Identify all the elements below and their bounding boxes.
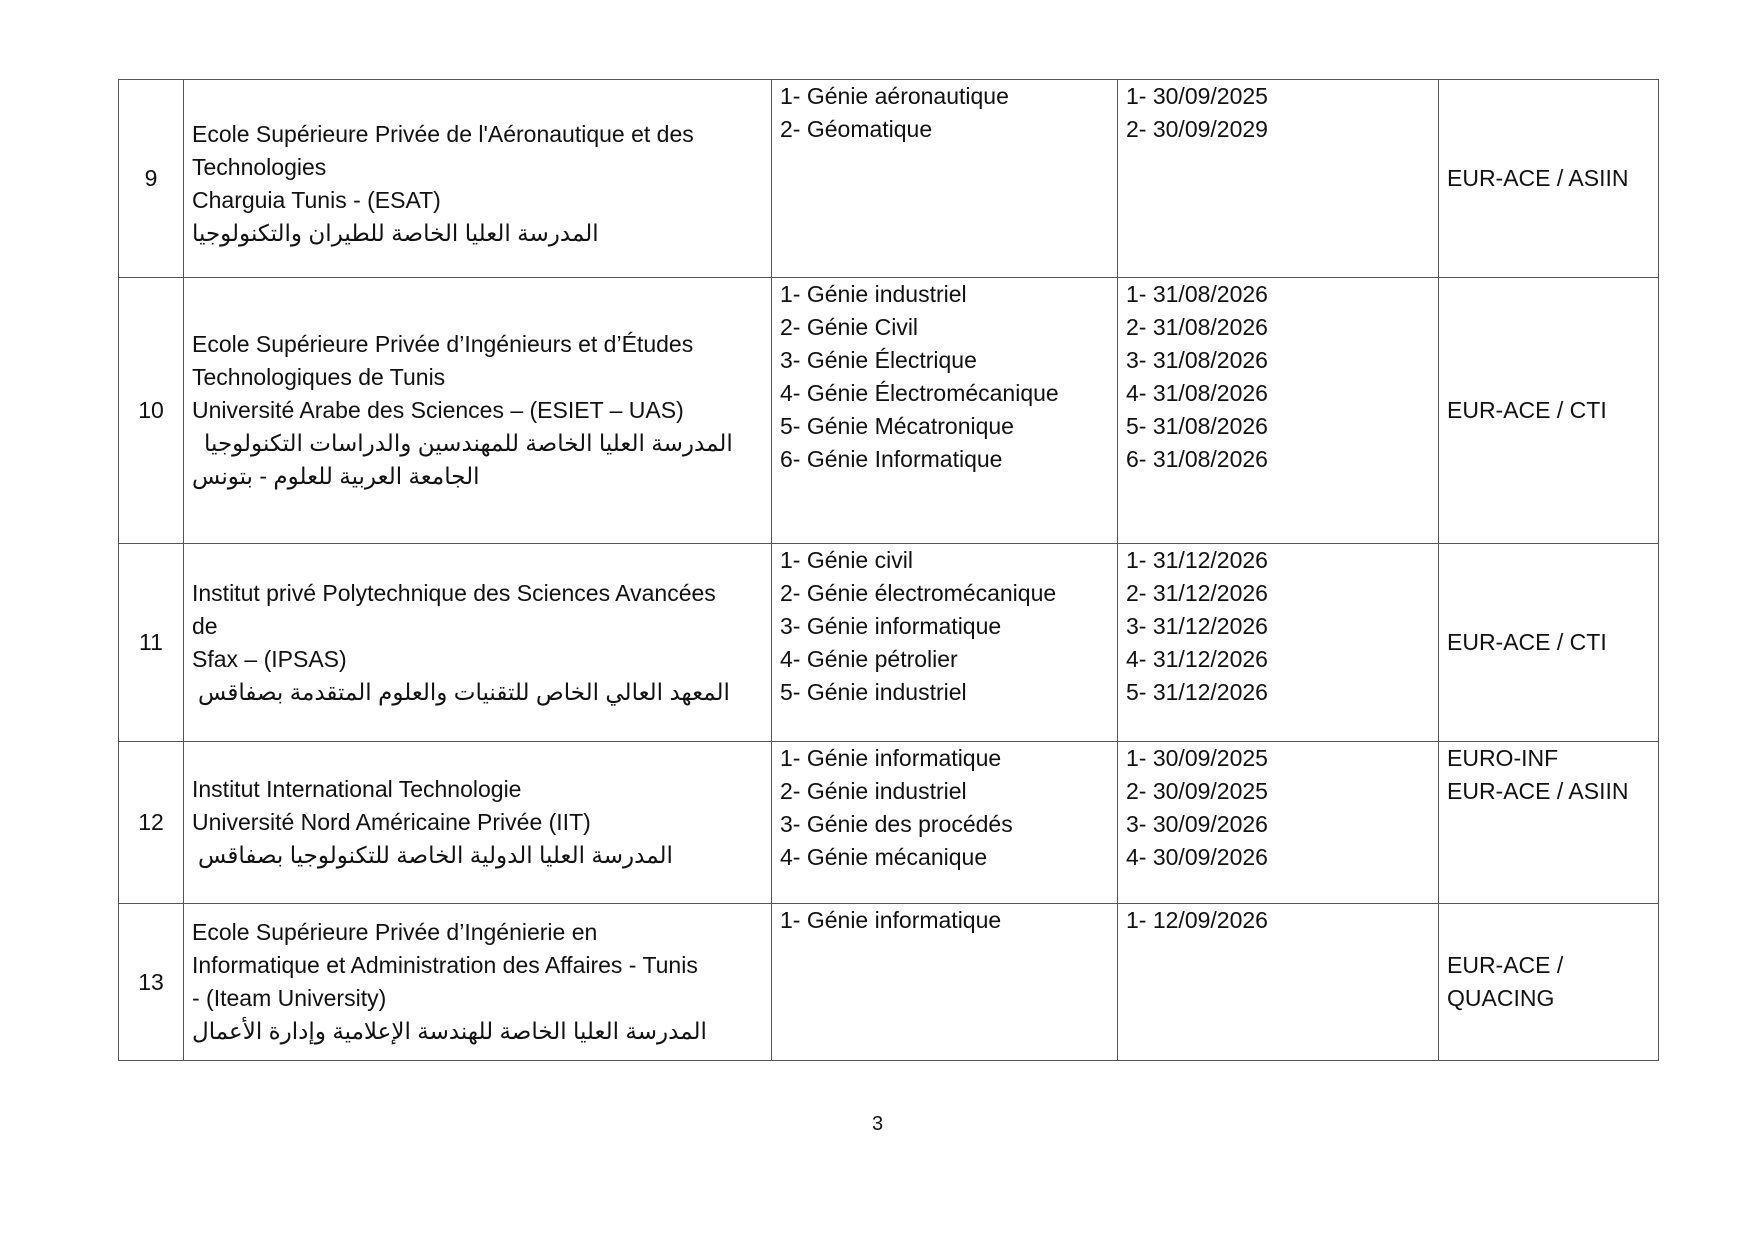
institution-name-line: Charguia Tunis - (ESAT) [192,186,441,213]
program-item: 5- Génie industriel [780,679,967,705]
date-item: 2- 31/12/2026 [1126,580,1268,606]
table-row [119,278,1659,544]
date-item: 4- 30/09/2026 [1126,844,1268,870]
row-number: 9 [119,80,184,278]
label-cell [1439,904,1659,1061]
row-number: 12 [119,742,184,904]
table-row [119,80,1659,278]
programs-cell [772,278,1118,544]
table-row [119,904,1659,1061]
dates-cell [1118,80,1439,278]
institution-cell [184,278,772,544]
page-number: 3 [871,1113,884,1135]
program-item: 3- Génie Électrique [780,347,977,373]
programs-cell [772,904,1118,1061]
program-item: 1- Génie aéronautique [780,83,1009,109]
date-item: 5- 31/12/2026 [1126,679,1268,705]
date-item: 1- 30/09/2025 [1126,83,1268,109]
institution-name-line: Ecole Supérieure Privée d’Ingénierie en [192,919,598,945]
program-item: 2- Géomatique [780,116,933,142]
label-cell [1439,742,1659,904]
institution-name-line: de [192,612,218,639]
row-number: 13 [119,904,184,1061]
program-item: 1- Génie civil [780,547,913,573]
accreditation-label: EUR-ACE / ASIIN [1447,165,1629,191]
institution-arabic-name: المدرسة العليا الدولية الخاصة للتكنولوجيا بصفاقس [198,842,673,868]
date-item: 2- 31/08/2026 [1126,314,1268,340]
date-item: 3- 31/12/2026 [1126,613,1268,639]
date-item: 3- 30/09/2026 [1126,811,1268,837]
program-item: 2- Génie industriel [780,778,967,804]
institution-name-line: Technologiques de Tunis [192,364,446,390]
institution-arabic-name: المعهد العالي الخاص للتقنيات والعلوم المتقدمة بصفاقس [198,678,730,705]
table-row [119,544,1659,742]
label-cell [1439,80,1659,278]
program-item: 5- Génie Mécatronique [780,413,1014,439]
date-item: 1- 30/09/2025 [1126,745,1268,771]
date-item: 2- 30/09/2025 [1126,778,1268,804]
program-item: 3- Génie informatique [780,613,1002,639]
program-item: 2- Génie Civil [780,314,919,340]
institution-name-line: - (Iteam University) [192,985,387,1011]
date-item: 3- 31/08/2026 [1126,347,1268,373]
program-item: 3- Génie des procédés [780,811,1013,837]
row-number: 10 [119,278,184,544]
institution-cell [184,544,772,742]
dates-cell [1118,544,1439,742]
table-row [119,742,1659,904]
programs-cell [772,80,1118,278]
institution-name-line: Ecole Supérieure Privée de l'Aéronautique et des [192,120,694,147]
institution-arabic-name: المدرسة العليا الخاصة للمهندسين والدراسات التكنولوجيا [204,430,733,456]
program-item: 4- Génie mécanique [780,844,988,870]
date-item: 6- 31/08/2026 [1126,446,1268,472]
date-item: 4- 31/12/2026 [1126,646,1268,672]
programs-cell [772,742,1118,904]
label-cell [1439,544,1659,742]
program-item: 4- Génie pétrolier [780,646,958,672]
institution-cell [184,904,772,1061]
dates-cell [1118,278,1439,544]
program-item: 1- Génie informatique [780,907,1002,933]
row-number: 11 [119,544,184,742]
institution-name-line: Technologies [192,153,327,180]
date-item: 2- 30/09/2029 [1126,116,1268,142]
date-item: 1- 31/12/2026 [1126,547,1268,573]
institution-cell [184,742,772,904]
institution-name-line: Informatique et Administration des Affaires - Tunis [192,952,698,978]
date-item: 4- 31/08/2026 [1126,380,1268,406]
program-item: 2- Génie électromécanique [780,580,1057,606]
dates-cell [1118,742,1439,904]
program-item: 1- Génie informatique [780,745,1002,771]
programs-cell [772,544,1118,742]
date-item: 5- 31/08/2026 [1126,413,1268,439]
institution-arabic-name: المدرسة العليا الخاصة للهندسة الإعلامية وإدارة الأعمال [192,1018,707,1044]
accreditation-label: EUR-ACE / CTI [1447,397,1607,423]
institution-arabic-name: الجامعة العربية للعلوم - بتونس [192,463,480,489]
program-item: 4- Génie Électromécanique [780,380,1059,406]
program-item: 1- Génie industriel [780,281,967,307]
accreditation-label: EUR-ACE / [1447,952,1564,978]
institution-name-line: Institut International Technologie [192,776,522,802]
institution-name-line: Ecole Supérieure Privée d’Ingénieurs et d’Études [192,331,694,357]
accreditation-table [118,79,1659,1061]
institution-name-line: Sfax – (IPSAS) [192,645,347,672]
accreditation-label: EUR-ACE / ASIIN [1447,778,1629,804]
institution-name-line: Université Arabe des Sciences – (ESIET – UAS) [192,397,684,423]
date-item: 1- 31/08/2026 [1126,281,1268,307]
institution-cell [184,80,772,278]
label-cell [1439,278,1659,544]
institution-name-line: Institut privé Polytechnique des Sciences Avancées [192,579,716,606]
institution-name-line: Université Nord Américaine Privée (IIT) [192,809,591,835]
date-item: 1- 12/09/2026 [1126,907,1268,933]
accreditation-label: QUACING [1447,985,1555,1011]
program-item: 6- Génie Informatique [780,446,1003,472]
institution-arabic-name: المدرسة العليا الخاصة للطيران والتكنولوجيا [192,219,599,246]
dates-cell [1118,904,1439,1061]
accreditation-label: EUR-ACE / CTI [1447,629,1607,655]
accreditation-label: EURO-INF [1447,745,1559,771]
